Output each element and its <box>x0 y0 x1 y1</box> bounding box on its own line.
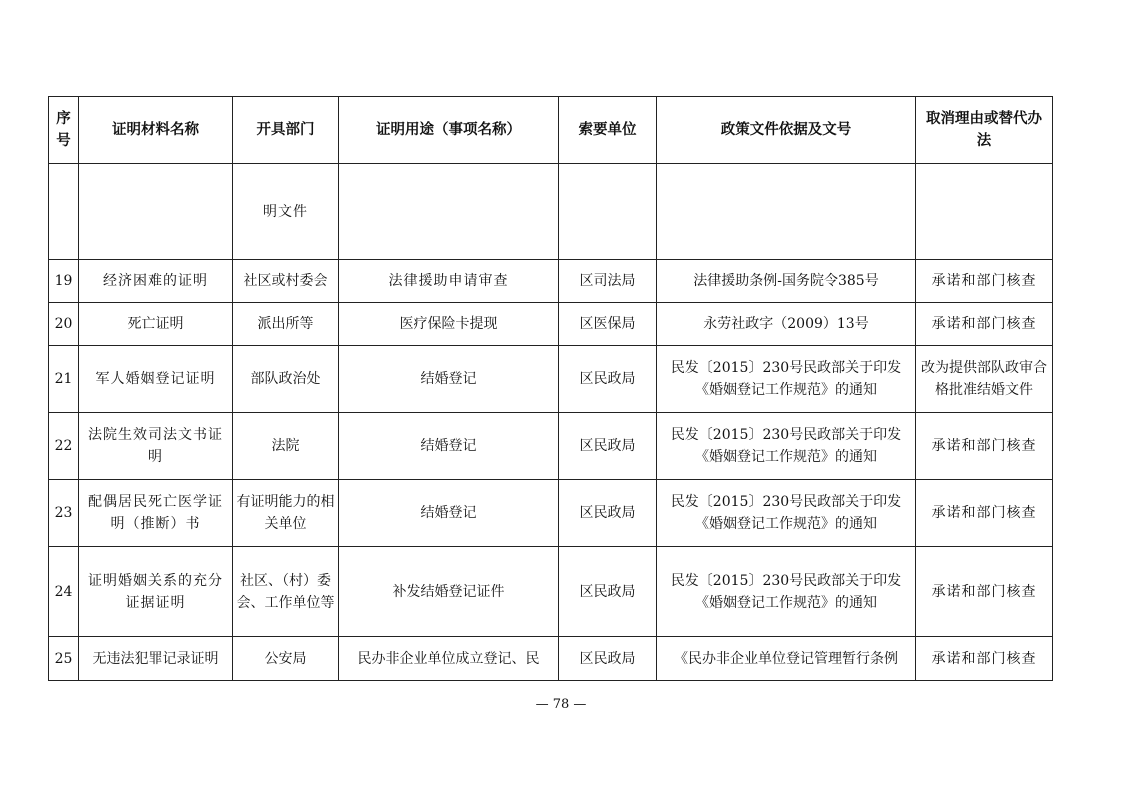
row-purpose: 医疗保险卡提现 <box>339 303 559 346</box>
row-unit: 区民政局 <box>559 413 657 480</box>
table-row <box>49 637 1053 681</box>
row-unit: 区民政局 <box>559 637 657 681</box>
row-unit: 区医保局 <box>559 303 657 346</box>
row-dept: 社区或村委会 <box>233 260 339 303</box>
row-no: 20 <box>49 303 79 346</box>
row-basis: 民发〔2015〕230号民政部关于印发《婚姻登记工作规范》的通知 <box>657 480 916 547</box>
header-unit: 索要单位 <box>559 97 657 164</box>
row-reason: 承诺和部门核查 <box>916 637 1053 681</box>
continuation-row <box>49 164 1053 260</box>
row-material: 军人婚姻登记证明 <box>79 346 233 413</box>
row-dept: 派出所等 <box>233 303 339 346</box>
row-dept: 部队政治处 <box>233 346 339 413</box>
row-purpose: 结婚登记 <box>339 346 559 413</box>
row-no: 21 <box>49 346 79 413</box>
row-material: 死亡证明 <box>79 303 233 346</box>
row-reason: 承诺和部门核查 <box>916 547 1053 637</box>
row-material: 证明婚姻关系的充分证据证明 <box>79 547 233 637</box>
row-reason: 承诺和部门核查 <box>916 480 1053 547</box>
row-reason: 承诺和部门核查 <box>916 260 1053 303</box>
row-no: 23 <box>49 480 79 547</box>
row-basis: 民发〔2015〕230号民政部关于印发《婚姻登记工作规范》的通知 <box>657 346 916 413</box>
row-dept: 有证明能力的相关单位 <box>233 480 339 547</box>
table-row <box>49 346 1053 413</box>
row-basis: 《民办非企业单位登记管理暂行条例 <box>657 637 916 681</box>
row-reason: 改为提供部队政审合格批准结婚文件 <box>916 346 1053 413</box>
table-row <box>49 480 1053 547</box>
row-unit: 区民政局 <box>559 480 657 547</box>
row-material: 经济困难的证明 <box>79 260 233 303</box>
table-row <box>49 547 1053 637</box>
row-basis: 民发〔2015〕230号民政部关于印发《婚姻登记工作规范》的通知 <box>657 547 916 637</box>
row-unit: 区民政局 <box>559 346 657 413</box>
continuation-dept: 明文件 <box>233 164 339 260</box>
row-no: 24 <box>49 547 79 637</box>
header-no: 序号 <box>49 97 79 164</box>
row-purpose: 补发结婚登记证件 <box>339 547 559 637</box>
header-material: 证明材料名称 <box>79 97 233 164</box>
row-reason: 承诺和部门核查 <box>916 303 1053 346</box>
header-dept: 开具部门 <box>233 97 339 164</box>
row-no: 19 <box>49 260 79 303</box>
header-row <box>49 97 1053 164</box>
table-row <box>49 260 1053 303</box>
row-unit: 区民政局 <box>559 547 657 637</box>
table-row <box>49 413 1053 480</box>
row-dept: 公安局 <box>233 637 339 681</box>
table-row <box>49 303 1053 346</box>
row-unit: 区司法局 <box>559 260 657 303</box>
row-basis: 民发〔2015〕230号民政部关于印发《婚姻登记工作规范》的通知 <box>657 413 916 480</box>
row-dept: 法院 <box>233 413 339 480</box>
row-material: 无违法犯罪记录证明 <box>79 637 233 681</box>
row-material: 配偶居民死亡医学证明（推断）书 <box>79 480 233 547</box>
row-purpose: 民办非企业单位成立登记、民 <box>339 637 559 681</box>
row-no: 22 <box>49 413 79 480</box>
row-purpose: 法律援助申请审查 <box>339 260 559 303</box>
row-purpose: 结婚登记 <box>339 480 559 547</box>
header-basis: 政策文件依据及文号 <box>657 97 916 164</box>
row-material: 法院生效司法文书证明 <box>79 413 233 480</box>
row-dept: 社区、（村）委会、工作单位等 <box>233 547 339 637</box>
row-basis: 法律援助条例-国务院令385号 <box>657 260 916 303</box>
row-purpose: 结婚登记 <box>339 413 559 480</box>
page-number: — 78 — <box>535 697 587 712</box>
header-purpose: 证明用途（事项名称） <box>339 97 559 164</box>
row-no: 25 <box>49 637 79 681</box>
row-basis: 永劳社政字（2009）13号 <box>657 303 916 346</box>
header-reason: 取消理由或替代办法 <box>916 97 1053 164</box>
document-table <box>48 96 1053 681</box>
row-reason: 承诺和部门核查 <box>916 413 1053 480</box>
